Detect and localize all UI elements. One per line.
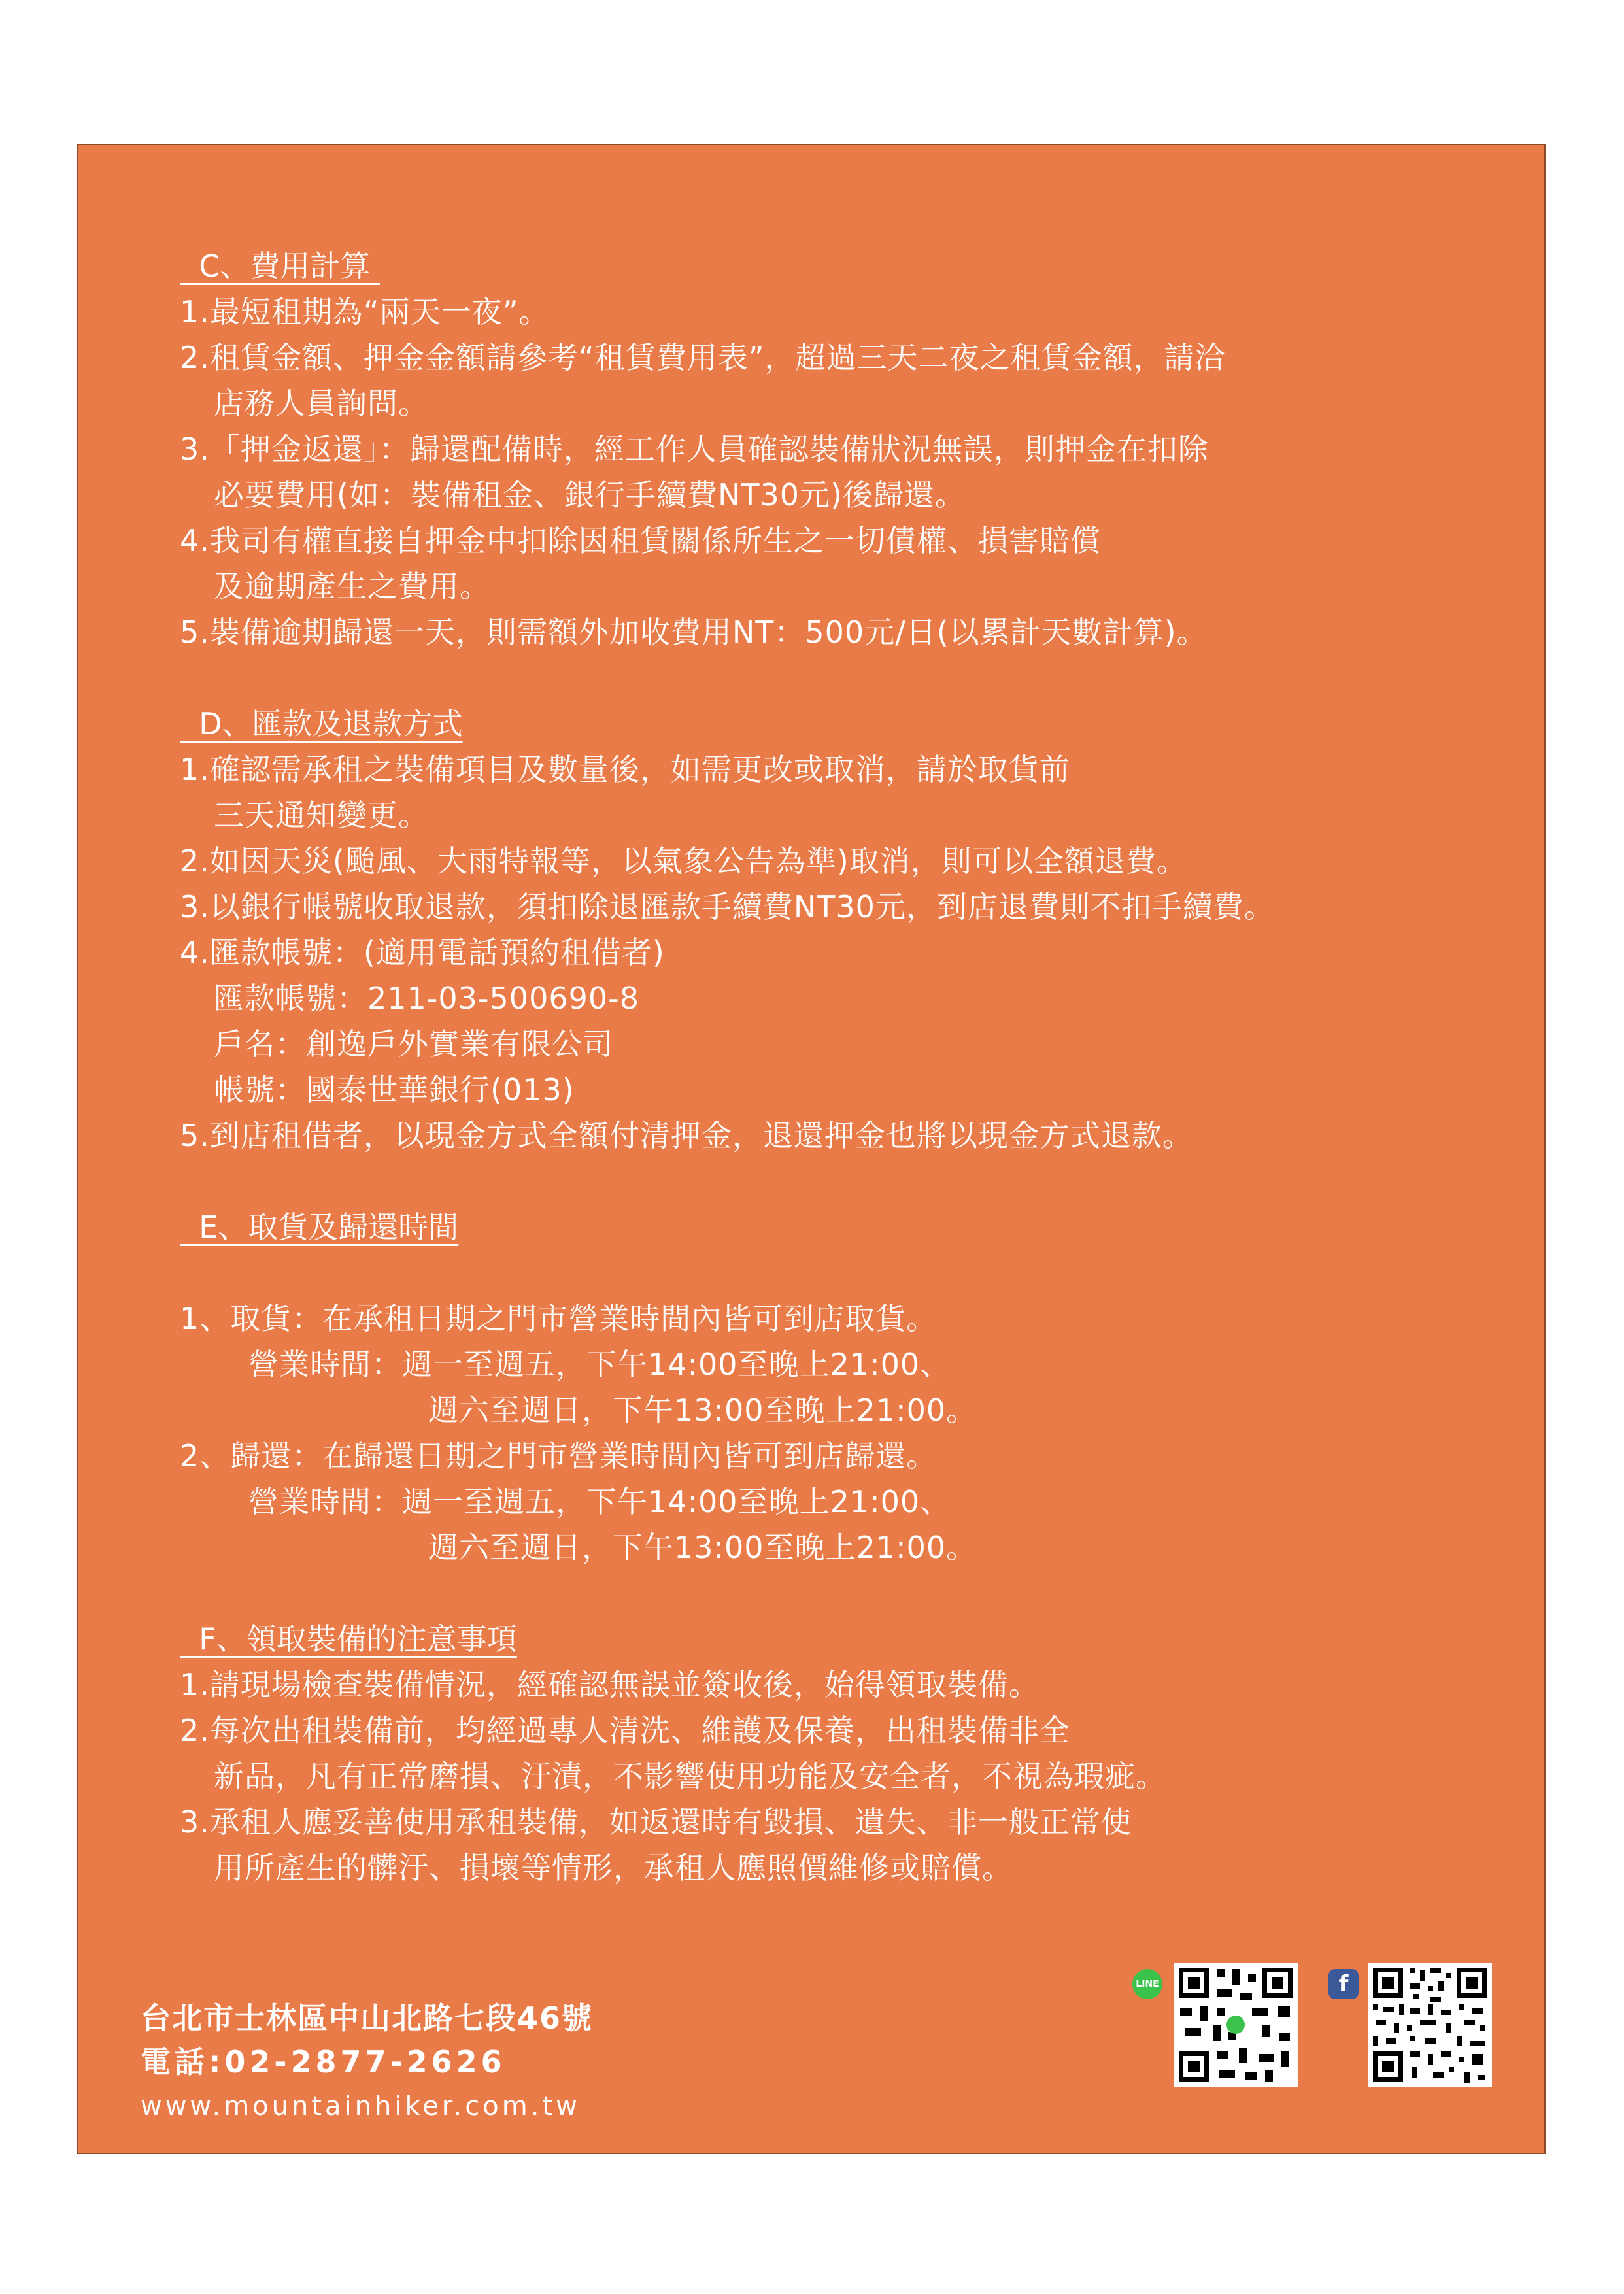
- section-d-line-2: 三天通知變更。: [214, 798, 429, 833]
- section-f-title: F、領取裝備的注意事項: [180, 1621, 517, 1657]
- section-f-line-1: 1.請現場檢查裝備情況，經確認無誤並簽收後，始得領取裝備。: [180, 1667, 1040, 1702]
- section-c-line-6: 4.我司有權直接自押金中扣除因租賃關係所生之一切債權、損害賠償: [180, 523, 1101, 558]
- section-d-line-9: 5.到店租借者，以現金方式全額付清押金，退還押金也將以現金方式退款。: [180, 1118, 1193, 1153]
- section-e-line-3: 週六至週日，下午13:00至晚上21:00。: [428, 1392, 977, 1428]
- section-e-line-2: 營業時間：週一至週五，下午14:00至晚上21:00、: [248, 1347, 951, 1382]
- section-c-line-2: 2.租賃金額、押金金額請參考“租賃費用表”，超過三天二夜之租賃金額，請洽: [180, 340, 1226, 375]
- section-c-title: C、費用計算: [180, 248, 380, 284]
- section-f-line-4: 3.承租人應妥善使用承租裝備，如返還時有毀損、遺失、非一般正常使: [180, 1804, 1132, 1840]
- section-c-line-7: 及逾期產生之費用。: [214, 569, 490, 604]
- section-e-line-6: 週六至週日，下午13:00至晚上21:00。: [428, 1530, 977, 1565]
- facebook-qr-code[interactable]: [1368, 1963, 1492, 2087]
- section-d-line-6: 匯款帳號：211-03-500690-8: [214, 981, 639, 1016]
- section-c-line-4: 3.「押金返還」：歸還配備時，經工作人員確認裝備狀況無誤，則押金在扣除: [180, 431, 1209, 467]
- section-d-title: D、匯款及退款方式: [180, 706, 463, 741]
- section-e-line-5: 營業時間：週一至週五，下午14:00至晚上21:00、: [248, 1484, 951, 1519]
- section-e-line-1: 1、取貨：在承租日期之門市營業時間內皆可到店取貨。: [180, 1301, 938, 1336]
- orange-panel: [77, 144, 1546, 2154]
- facebook-icon: f: [1328, 1969, 1359, 1999]
- store-website[interactable]: www.mountainhiker.com.tw: [141, 2091, 581, 2121]
- facebook-qr-icon: [1368, 1963, 1492, 2087]
- line-qr-icon: [1174, 1963, 1298, 2087]
- section-d-line-1: 1.確認需承租之裝備項目及數量後，如需更改或取消，請於取貨前: [180, 752, 1070, 787]
- store-phone: 電話:02-2877-2626: [141, 2044, 506, 2080]
- section-d-line-5: 4.匯款帳號：(適用電話預約租借者): [180, 935, 665, 970]
- section-c-line-5: 必要費用(如：裝備租金、銀行手續費NT30元)後歸還。: [214, 477, 966, 513]
- section-d-line-8: 帳號：國泰世華銀行(013): [214, 1072, 575, 1107]
- section-e-title: E、取貨及歸還時間: [180, 1209, 459, 1245]
- section-d-line-3: 2.如因天災(颱風、大雨特報等，以氣象公告為準)取消，則可以全額退費。: [180, 843, 1187, 879]
- section-c-line-1: 1.最短租期為“兩天一夜”。: [180, 294, 550, 329]
- contact-footer: [141, 1995, 593, 2130]
- store-address: 台北市士林區中山北路七段46號: [141, 2000, 594, 2036]
- section-e-line-4: 2、歸還：在歸還日期之門市營業時間內皆可到店歸還。: [180, 1438, 938, 1474]
- line-icon: LINE: [1132, 1969, 1162, 1999]
- section-d-line-7: 戶名：創逸戶外實業有限公司: [214, 1026, 613, 1062]
- section-c-line-3: 店務人員詢問。: [214, 386, 429, 421]
- line-qr-code[interactable]: [1174, 1963, 1298, 2087]
- section-d-line-4: 3.以銀行帳號收取退款，須扣除退匯款手續費NT30元，到店退費則不扣手續費。: [180, 889, 1275, 924]
- section-f-line-3: 新品，凡有正常磨損、汙漬，不影響使用功能及安全者，不視為瑕疵。: [214, 1759, 1166, 1794]
- section-f-line-2: 2.每次出租裝備前，均經過專人清洗、維護及保養，出租裝備非全: [180, 1713, 1070, 1748]
- section-f-line-5: 用所產生的髒汙、損壞等情形，承租人應照價維修或賠償。: [214, 1850, 1013, 1885]
- section-c-line-8: 5.裝備逾期歸還一天，則需額外加收費用NT：500元/日(以累計天數計算)。: [180, 615, 1208, 650]
- terms-content: [180, 243, 1520, 1891]
